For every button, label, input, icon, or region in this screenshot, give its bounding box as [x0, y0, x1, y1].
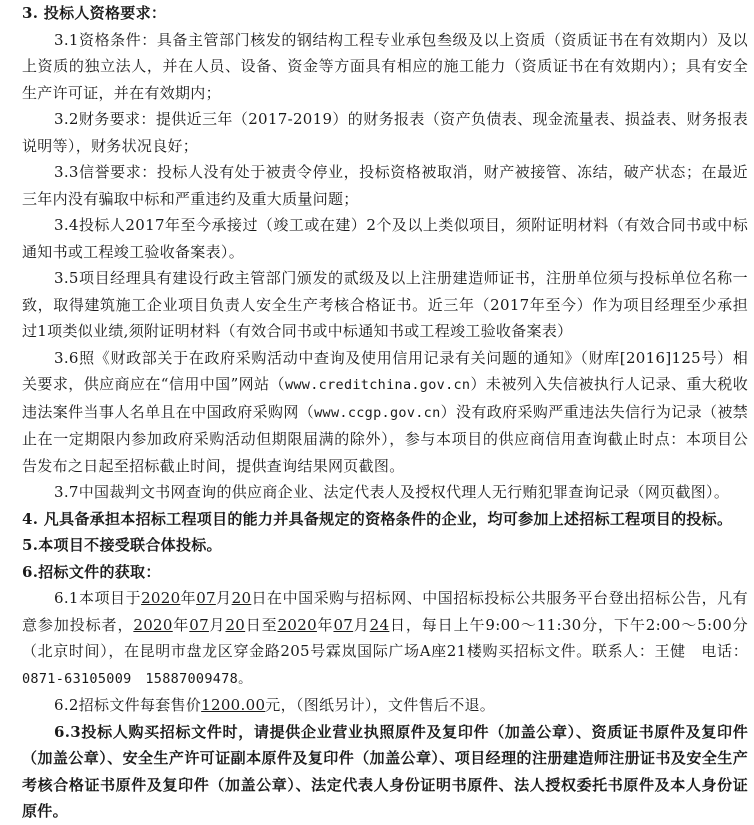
section-5-text: 5.本项目不接受联合体投标。 — [22, 536, 222, 554]
clause-6-2-suffix: 元，（图纸另计），文件售后不退。 — [265, 696, 496, 714]
ccgp-url: www.ccgp.gov.cn — [314, 404, 441, 421]
date-range-to: 日至 — [245, 615, 278, 634]
year-label: 年 — [180, 589, 197, 607]
clause-6-1 — [22, 585, 748, 692]
document-price: 1200.00 — [201, 696, 266, 714]
section-4-text: 4. 凡具备承担本招标工程项目的能力并具备规定的资格条件的企业，均可参加上述招标工程项目的投标。 — [22, 509, 733, 528]
date-month-2: 07 — [189, 615, 209, 634]
clause-3-2: 3.2财务要求：提供近三年（2017-2019）的财务报表（资产负债表、现金流量表、损益表、财务报表说明等），财务状况良好； — [22, 110, 748, 155]
clause-6-1-rest: 日，每日上午9:00～11:30分，下午2:00～5:00分（北京时间），在昆明市盘龙区穿金路205号霖岚国际广场A座21楼购买招标文件。联系人：王健 电话： — [22, 615, 748, 660]
month-label: 月 — [215, 589, 232, 607]
date-month-1: 07 — [196, 589, 216, 607]
creditchina-url: www.creditchina.gov.cn — [284, 377, 471, 393]
clause-6-3: 6.3投标人购买招标文件时，请提供企业营业执照原件及复印件（加盖公章）、资质证书原件及复印件（加盖公章）、安全生产许可证副本原件及复印件（加盖公章）、项目经理的注册建造师注册证书及安全生产考核合格证书原件及复印件（加盖公章）、法定代表人身份证明书原件、法人授权委托书原件及本人身份证原件。 — [22, 722, 748, 820]
section-3-heading: 3. 投标人资格要求： — [22, 4, 167, 22]
date-day-2: 20 — [225, 615, 246, 634]
date-year-2: 2020 — [133, 615, 173, 634]
year-label: 年 — [172, 615, 190, 634]
date-year-3: 2020 — [277, 615, 317, 634]
clause-3-6 — [22, 345, 748, 480]
clause-3-6-part-c: ）没有政府采购严重违法失信行为记录（被禁止在一定期限内参加政府采购活动但期限届满的除外），参与本项目的供应商信用查询截止时点：本项目公告发布之日起至招标截止时间，提供查询结果网页截图。 — [22, 402, 748, 475]
clause-3-4: 3.4投标人2017年至今承接过（竣工或在建）2个及以上类似项目，须附证明材料（有效合同书或中标通知书或工程竣工验收备案表）。 — [22, 216, 748, 261]
clause-6-1-mid: 日在中国采购与招标网、中国招标投标公共服务平台登出招标公告，凡有意参加投标者， — [22, 589, 748, 634]
clause-3-5: 3.5项目经理具有建设行政主管部门颁发的贰级及以上注册建造师证书，注册单位须与投标单位名称一致，取得建筑施工企业项目负责人安全生产考核合格证书。近三年（2017年至今）作为项目经理至少承担过1项类似业绩,须附证明材料（有效合同书或中标通知书或工程竣工验收备案表） — [22, 269, 748, 340]
clause-3-7: 3.7中国裁判文书网查询的供应商企业、法定代表人及授权代理人无行贿犯罪查询记录（网页截图）。 — [54, 483, 730, 501]
clause-3-3: 3.3信誉要求：投标人没有处于被责令停业，投标资格被取消，财产被接管、冻结，破产状态；在最近三年内没有骗取中标和严重违约及重大质量问题； — [22, 163, 748, 208]
date-month-3: 07 — [333, 615, 354, 634]
clause-6-2-prefix: 6.2招标文件每套售价 — [54, 696, 202, 714]
date-day-1: 20 — [231, 589, 252, 607]
month-label: 月 — [208, 615, 226, 634]
clause-3-6-part-b: ）未被列入失信被执行人记录、重大税收违法案件当事人名单且在中国政府采购网（ — [22, 375, 748, 421]
clause-3-6-part-a: 3.6照《财政部关于在政府采购活动中查询及使用信用记录有关问题的通知》（财库[2016]125号）相关要求，供应商应在“信用中国”网站（ — [22, 348, 748, 393]
clause-6-1-prefix: 6.1本项目于 — [54, 589, 142, 607]
clause-6-2 — [22, 692, 748, 719]
date-day-3: 24 — [369, 615, 390, 634]
section-6-heading: 6.招标文件的获取： — [22, 562, 161, 581]
date-year-1: 2020 — [141, 589, 181, 607]
contact-phone: 0871-63105009 15887009478。 — [22, 670, 252, 687]
month-label: 月 — [353, 615, 370, 634]
year-label: 年 — [316, 615, 334, 634]
clause-3-1: 3.1资格条件：具备主管部门核发的钢结构工程专业承包叁级及以上资质（资质证书在有效期内）及以上资质的独立法人，并在人员、设备、资金等方面具有相应的施工能力（资质证书在有效期内）；具有安全生产许可证，并在有效期内； — [22, 30, 748, 102]
